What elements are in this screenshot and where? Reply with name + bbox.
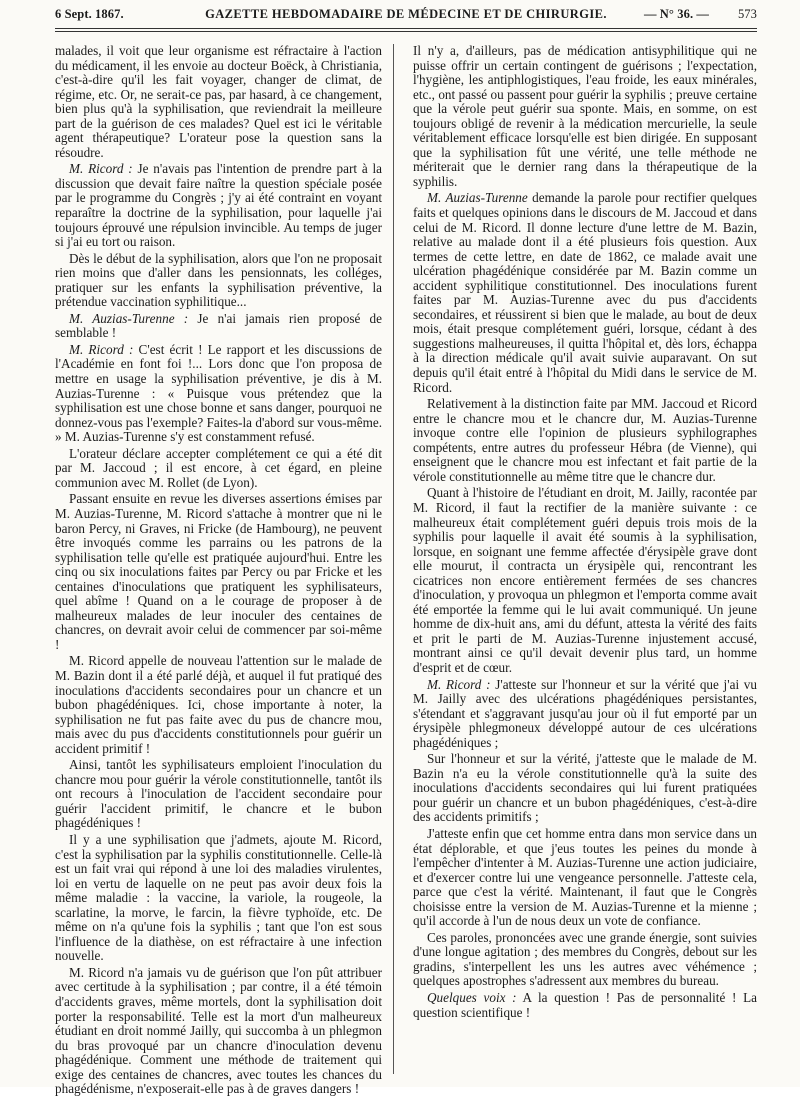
paragraph — [55, 44, 382, 160]
paragraph — [55, 312, 382, 341]
paragraph-text: A la question ! Pas de personnalité ! La question scientifique ! — [413, 990, 757, 1020]
paragraph-text: J'atteste sur l'honneur et sur la vérité que j'ai vu M. Jailly avec des ulcérations phagédéniques persistantes, s'étendant et s'aggravant jusqu'au jour où il fut emporté par un érysipèle phlegmoneux développé autour de ces ulcérations phagédéniques ; — [413, 676, 757, 750]
paragraph — [55, 758, 382, 831]
left-column — [55, 44, 382, 1099]
paragraph-text: Ces paroles, prononcées avec une grande énergie, sont suivies d'une longue agitation ; des membres du Congrès, debout sur les gradins, s'interpellent les uns les autres avec véhémence ; quelques apostrophes s'adressent aux membres du bureau. — [413, 929, 757, 989]
paragraph — [413, 678, 757, 751]
paragraph — [413, 397, 757, 484]
paragraph-text: malades, il voit que leur organisme est réfractaire à l'action du médicament, il les envoie au docteur Boëck, à Christiania, c'est-à-dire qu'il les fait voyager, changer de climat, de régime, etc. Or, ne serait-ce pas, par hasard, à ce changement, bien plus qu'à la syphilisation, que reviendrait la meilleure part de la guérison de ces malades? Quel est ici le véritable agent thérapeutique? L'orateur pose la question sans la résoudre. — [55, 43, 382, 160]
paragraph — [55, 162, 382, 249]
paragraph — [413, 486, 757, 675]
paragraph-text: Sur l'honneur et sur la vérité, j'atteste que le malade de M. Bazin n'a eu la vérole constitutionnelle qu'à la suite des inoculations d'accidents secondaires qui lui furent pratiquées pour guérir un chancre et un bubon phagédéniques, c'est-à-dire des accidents primitifs ; — [413, 751, 757, 825]
paragraph-text: Je n'avais pas l'intention de prendre part à la discussion que devait faire naître la question spéciale posée par le programme du Congrès ; j'y ai été contraint en voyant reparaître la doctrine de la syphilisation, pour laquelle j'ai toujours éprouvé une répulsion invincible. Au temps de juger si j'ai eu tort ou raison. — [55, 161, 382, 250]
paragraph-text: demande la parole pour rectifier quelques faits et quelques opinions dans le discours de M. Jaccoud et dans celui de M. Ricord. Il donne lecture d'une lettre de M. Bazin, relative au malade dont il a été plusieurs fois question. Aux termes de cette lettre, en date de 1862, ce malade avait une ulcération phagédénique considérée par M. Bazin comme un accident syphilitique constitutionnel. Des inoculations furent faites par M. Auzias-Turenne avec du pus d'accidents secondaires, et réussirent si bien que le malade, au bout de deux mois, était presque complétement guéri, lorsque, cédant à des suggestions malheureuses, il quitta l'hôpital et, dès lors, échappa à la direction médicale qu'il avait suivie auparavant. On sut depuis qu'il était entré à l'hôpital du Midi dans le service de M. Ricord. — [413, 190, 758, 395]
paragraph-text: J'atteste enfin que cet homme entra dans mon service dans un état déplorable, et que j'eus toutes les peines du monde à l'empêcher d'intenter à M. Auzias-Turenne une action judiciaire, et d'exercer contre lui une vengeance personnelle. J'atteste cela, parce que c'est la vérité. Maintenant, il faut que le Congrès choisisse entre la version de M. Auzias-Turenne et la mienne ; qu'il accorde à l'un de nous deux un vote de confiance. — [413, 825, 757, 929]
paragraph-text: Passant ensuite en revue les diverses assertions émises par M. Auzias-Turenne, M. Ricord s'attache à montrer que ni le baron Percy, ni Graves, ni Fricke (de Hambourg), ne peuvent être invoqués comme les parrains ou les patrons de la syphilisation telle qu'elle est pratiquée aujourd'hui. Entre les cinq ou six inoculations faites par Percy ou par Fricke et les centaines d'inoculations que pratiquent les syphilisateurs, quel abîme ! Quand on a le courage de proposer à de malheureux malades de leur inoculer des centaines de chancres, on devrait avoir celui de commencer par soi-même ! — [55, 491, 382, 652]
page-header — [55, 4, 757, 26]
header-rule — [55, 28, 757, 32]
paragraph-text: M. Ricord appelle de nouveau l'attention sur le malade de M. Bazin dont il a été parlé déjà, et auquel il fut pratiqué des inoculations d'accidents secondaires pour un chancre et un bubon phagédéniques. Ici, chose importante à noter, la syphilisation ne fut pas faite avec du pus de chancre mou, mais avec du pus d'accidents constitutionnels pour guérir un accident primitif ! — [55, 653, 382, 756]
paragraph — [55, 654, 382, 756]
paragraph-text: Il n'y a, d'ailleurs, pas de médication antisyphilitique qui ne puisse offrir un certain contingent de guérisons ; l'expectation, l'hygiène, les antiphlogistiques, l'eau froide, les eaux minérales, etc., ont passé ou passent pour guérir la syphilis ; preuve certaine que la vérole peut guérir sua sponte. Mais, en somme, on est toujours obligé de revenir à la médication mercurielle, la seule véritablement efficace lorsqu'elle est bien dirigée. En supposant que la syphilisation fût une vérité, une telle méthode ne mériterait que le dernier rang dans la thérapeutique de la syphilis. — [413, 43, 757, 189]
paragraph — [55, 966, 382, 1097]
right-column — [413, 44, 757, 1022]
paragraph — [55, 447, 382, 491]
paragraph — [413, 191, 757, 395]
paragraph — [55, 492, 382, 652]
issue-number: — N° 36. — — [643, 7, 709, 21]
speaker-name: M. Ricord : — [427, 676, 491, 692]
paragraph-text: Il y a une syphilisation que j'admets, ajoute M. Ricord, c'est la syphilisation par la syphilis constitutionnelle. Celle-là est un fait vrai qui répond à une loi des maladies virulentes, loi en vertu de laquelle on ne peut pas avoir deux fois la même maladie : la vaccine, la variole, la rougeole, la scarlatine, la morve, le farcin, la fièvre typhoïde, etc. De même on n'a qu'une fois la syphilis ; tant que l'on est sous l'influence de la diathèse, on est réfractaire à une infection nouvelle. — [55, 831, 382, 964]
speaker-name: Quelques voix : — [427, 990, 517, 1005]
paragraph — [55, 343, 382, 445]
paragraph — [413, 991, 757, 1020]
speaker-name: M. Auzias-Turenne — [427, 190, 528, 206]
speaker-name: M. Ricord : — [69, 161, 133, 177]
paragraph — [413, 827, 757, 929]
paragraph-text: C'est écrit ! Le rapport et les discussions de l'Académie en font foi !... Lors donc que l'on proposa de mettre en usage la syphilisation préventive, je dis à M. Auzias-Turenne : « Puisque vous prétendez que la syphilisation est une chose bonne et sans danger, pourquoi ne donnez-vous pas l'exemple? Faites-la d'abord sur vous-même. » M. Auzias-Turenne s'y est constamment refusé. — [55, 341, 383, 445]
paragraph-text: L'orateur déclare accepter complétement ce qui a été dit par M. Jaccoud ; il est encore, à cet égard, en pleine communion avec M. Rollet (de Lyon). — [55, 445, 382, 490]
paragraph — [55, 252, 382, 310]
page-number: 573 — [737, 7, 757, 21]
paragraph-text: M. Ricord n'a jamais vu de guérison que l'on pût attribuer avec certitude à la syphilisation ; par contre, il a été témoin d'accidents graves, même mortels, dont la syphilisation doit porter la responsabilité. Telle est la mort d'un malheureux étudiant en droit nommé Jailly, qui succomba à un phlegmon du bras provoqué par un chancre d'inoculation devenu phagédénique. Comment une méthode de traitement qui exige des centaines de chancres, avec toutes les chances du phagédénisme, n'exposerait-elle pas à de graves dangers ! — [55, 964, 382, 1097]
paragraph-text: Ainsi, tantôt les syphilisateurs emploient l'inoculation du chancre mou pour guérir la vérole constitutionnelle, tantôt ils ont recours à l'inoculation de l'accident secondaire pour guérir l'accident primitif, le chancre et le bubon phagédéniques ! — [55, 757, 382, 831]
speaker-name: M. Auzias-Turenne : — [69, 310, 189, 326]
paragraph — [413, 44, 757, 189]
paragraph — [413, 752, 757, 825]
paragraph-text: Je n'ai jamais rien proposé de semblable ! — [55, 310, 383, 341]
speaker-name: M. Ricord : — [69, 341, 134, 357]
column-divider — [393, 44, 394, 1074]
paragraph-text: Quant à l'histoire de l'étudiant en droit, M. Jailly, racontée par M. Ricord, il faut la rectifier de la manière suivante : ce malheureux était complétement guéri depuis trois mois de la syphilis pour laquelle il avait été soumis à la syphilisation, lorsque, en soignant une femme affectée d'érysipèle grave dont elle mourut, il contracta un érysipèle qui, rencontrant les cicatrices non encore entièrement fermées de ses chancres d'inoculation, y provoqua un phlegmon et l'emporta comme avait été emportée la femme qui le lui avait communiqué. Un jeune homme de dix-huit ans, ami du défunt, attesta la vérité des faits et prit le parti de M. Auzias-Turenne injustement accusé, montrant ainsi ce qu'il devait devenir plus tard, un homme d'esprit et de cœur. — [413, 485, 757, 675]
journal-title: GAZETTE HEBDOMADAIRE DE MÉDECINE ET DE CHIRURGIE. — [205, 7, 607, 21]
paragraph — [413, 931, 757, 989]
paragraph-text: Relativement à la distinction faite par MM. Jaccoud et Ricord entre le chancre mou et le chancre dur, M. Auzias-Turenne invoque contre elle l'opinion de plusieurs syphilographes compétents, entre autres du professeur Hébra (de Vienne), qui enseignent que le chancre mou est infectant et fait partie de la vérole constitutionnelle au même titre que le chancre dur. — [413, 396, 757, 484]
paragraph-text: Dès le début de la syphilisation, alors que l'on ne proposait rien moins que d'aller dans les pensionnats, les colléges, pratiquer sur les enfants la syphilisation préventive, la prétendue vaccination syphilitique... — [55, 250, 382, 310]
paragraph — [55, 833, 382, 964]
issue-date: 6 Sept. 1867. — [55, 7, 124, 21]
